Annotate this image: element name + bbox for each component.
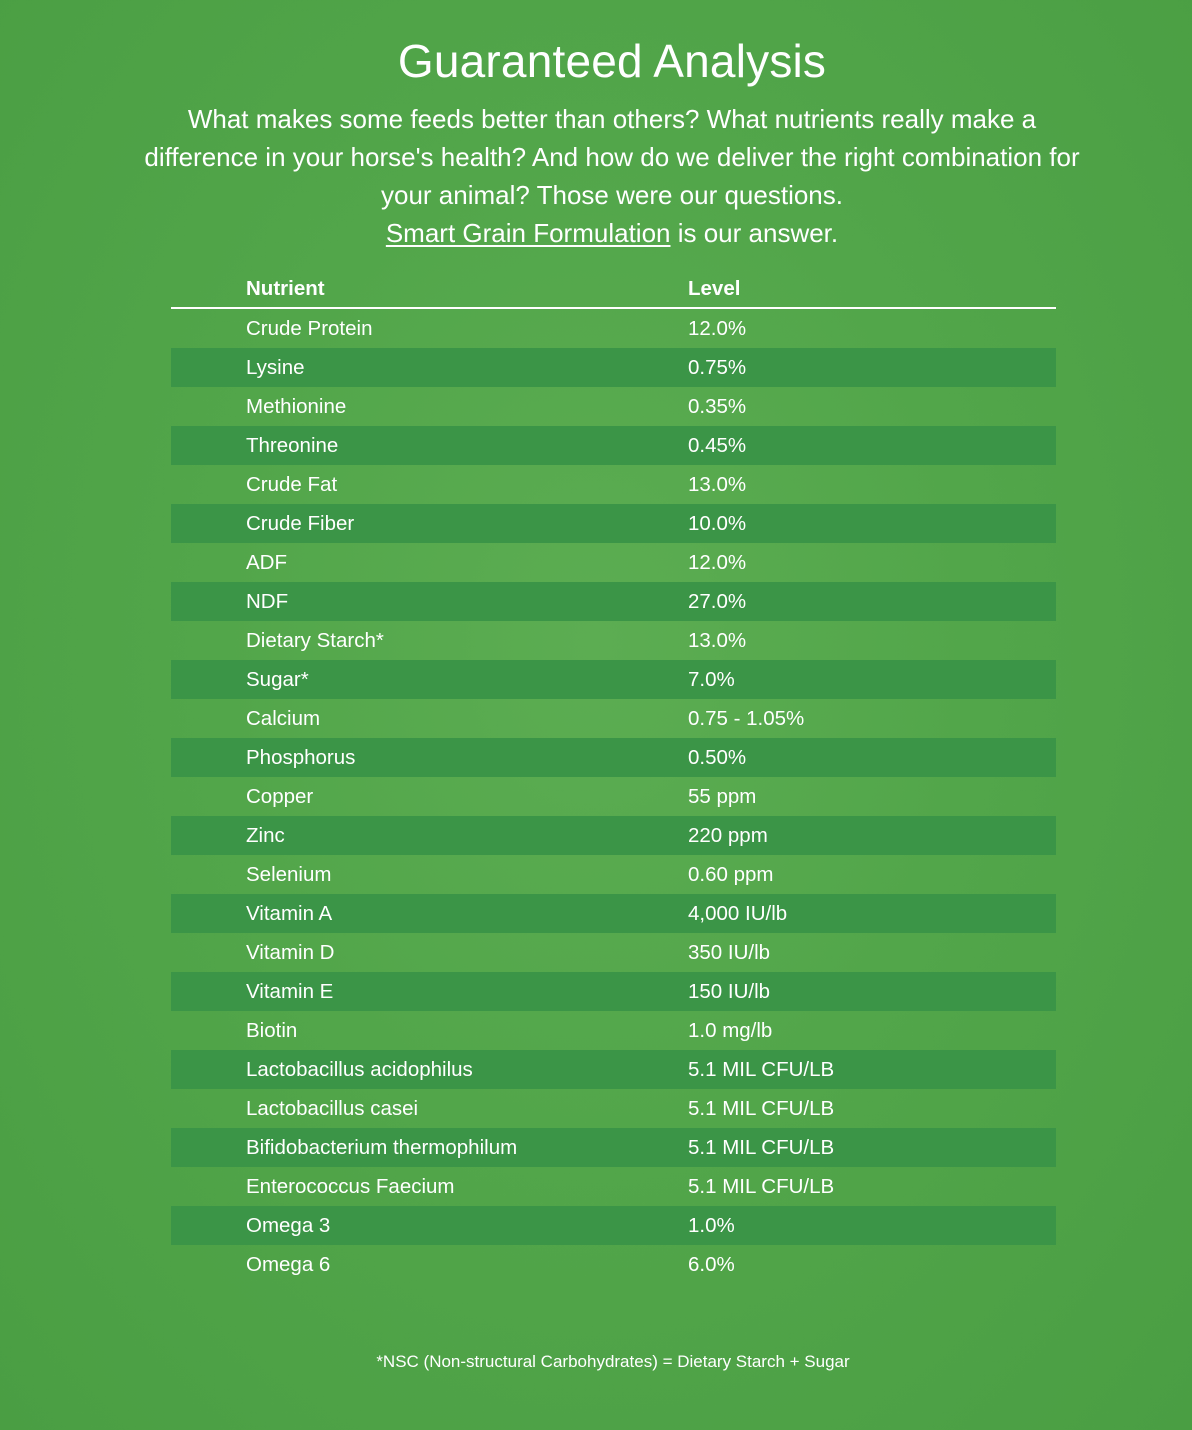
nutrient-cell: Dietary Starch* bbox=[246, 628, 384, 652]
nutrient-cell: Lactobacillus casei bbox=[246, 1096, 419, 1120]
level-cell: 1.0 mg/lb bbox=[688, 1018, 773, 1042]
nutrient-cell: Crude Protein bbox=[246, 316, 373, 340]
table-row bbox=[171, 972, 1056, 1011]
level-cell: 7.0% bbox=[688, 667, 735, 691]
table-row bbox=[171, 1128, 1056, 1167]
nutrient-cell: Omega 6 bbox=[246, 1252, 331, 1276]
nutrient-cell: Sugar* bbox=[246, 667, 309, 691]
nutrient-cell: Crude Fiber bbox=[246, 511, 355, 535]
level-cell: 10.0% bbox=[688, 511, 747, 535]
nutrient-cell: Vitamin A bbox=[246, 901, 333, 925]
nutrient-cell: Crude Fat bbox=[246, 472, 338, 496]
table-row bbox=[171, 738, 1056, 777]
table-row bbox=[171, 504, 1056, 543]
table-row bbox=[171, 1011, 1056, 1050]
nutrient-cell: Lactobacillus acidophilus bbox=[246, 1057, 473, 1081]
table-row bbox=[171, 1050, 1056, 1089]
level-cell: 0.75% bbox=[688, 355, 747, 379]
page-title: Guaranteed Analysis bbox=[397, 35, 827, 87]
level-cell: 13.0% bbox=[688, 628, 747, 652]
level-cell: 150 IU/lb bbox=[688, 979, 771, 1003]
table-row bbox=[171, 933, 1056, 972]
table-row bbox=[171, 894, 1056, 933]
level-cell: 4,000 IU/lb bbox=[688, 901, 788, 925]
nutrient-cell: Copper bbox=[246, 784, 314, 808]
table-row bbox=[171, 465, 1056, 504]
column-header-level: Level bbox=[688, 270, 1056, 308]
level-cell: 5.1 MIL CFU/LB bbox=[688, 1174, 835, 1198]
nutrient-cell: Calcium bbox=[246, 706, 321, 730]
level-cell: 0.35% bbox=[688, 394, 747, 418]
nutrient-cell: Bifidobacterium thermophilum bbox=[246, 1135, 518, 1159]
intro-text: What makes some feeds better than others? What nutrients really make a difference in your horse's health? And how do we deliver the right combination for your animal? Those were our questions. bbox=[144, 104, 1080, 210]
table-row bbox=[171, 699, 1056, 738]
table-row bbox=[171, 1206, 1056, 1245]
level-cell: 5.1 MIL CFU/LB bbox=[688, 1057, 835, 1081]
nutrient-cell: Phosphorus bbox=[246, 745, 356, 769]
level-cell: 27.0% bbox=[688, 589, 747, 613]
table-body bbox=[171, 308, 1056, 1284]
table-row bbox=[171, 855, 1056, 894]
level-cell: 55 ppm bbox=[688, 784, 757, 808]
nutrient-cell: NDF bbox=[246, 589, 289, 613]
column-header-nutrient: Nutrient bbox=[171, 270, 688, 308]
table-row bbox=[171, 387, 1056, 426]
smart-grain-formulation-link[interactable]: Smart Grain Formulation bbox=[385, 218, 671, 248]
table-row bbox=[171, 1245, 1056, 1284]
nutrient-cell: Vitamin D bbox=[246, 940, 335, 964]
level-cell: 220 ppm bbox=[688, 823, 768, 847]
footnote: *NSC (Non-structural Carbohydrates) = Dietary Starch + Sugar bbox=[376, 1352, 850, 1371]
nutrient-cell: ADF bbox=[246, 550, 287, 574]
intro-paragraph bbox=[140, 100, 1084, 252]
table-row bbox=[171, 543, 1056, 582]
level-cell: 0.75 - 1.05% bbox=[688, 706, 805, 730]
nutrient-cell: Vitamin E bbox=[246, 979, 334, 1003]
level-cell: 0.45% bbox=[688, 433, 747, 457]
level-cell: 5.1 MIL CFU/LB bbox=[688, 1135, 835, 1159]
table-row bbox=[171, 582, 1056, 621]
table-row bbox=[171, 1089, 1056, 1128]
level-cell: 0.60 ppm bbox=[688, 862, 774, 886]
nutrient-cell: Methionine bbox=[246, 394, 347, 418]
table-row bbox=[171, 660, 1056, 699]
level-cell: 1.0% bbox=[688, 1213, 735, 1237]
level-cell: 0.50% bbox=[688, 745, 747, 769]
nutrient-cell: Lysine bbox=[246, 355, 305, 379]
nutrient-cell: Zinc bbox=[246, 823, 285, 847]
level-cell: 13.0% bbox=[688, 472, 747, 496]
nutrient-cell: Threonine bbox=[246, 433, 339, 457]
table-row bbox=[171, 426, 1056, 465]
table-row bbox=[171, 348, 1056, 387]
table-row bbox=[171, 621, 1056, 660]
table-row bbox=[171, 1167, 1056, 1206]
nutrient-cell: Omega 3 bbox=[246, 1213, 331, 1237]
level-cell: 6.0% bbox=[688, 1252, 735, 1276]
table-header-row bbox=[171, 270, 1056, 308]
level-cell: 350 IU/lb bbox=[688, 940, 771, 964]
intro-suffix: is our answer. bbox=[670, 218, 839, 248]
level-cell: 12.0% bbox=[688, 550, 747, 574]
table-row bbox=[171, 816, 1056, 855]
level-cell: 12.0% bbox=[688, 316, 747, 340]
guaranteed-analysis-table bbox=[171, 270, 1056, 1284]
nutrient-cell: Enterococcus Faecium bbox=[246, 1174, 455, 1198]
table-row bbox=[171, 777, 1056, 816]
level-cell: 5.1 MIL CFU/LB bbox=[688, 1096, 835, 1120]
nutrient-cell: Selenium bbox=[246, 862, 332, 886]
table-header bbox=[171, 270, 1056, 308]
table-row bbox=[171, 308, 1056, 348]
guaranteed-analysis-table-container bbox=[171, 270, 1056, 1284]
nutrient-cell: Biotin bbox=[246, 1018, 298, 1042]
